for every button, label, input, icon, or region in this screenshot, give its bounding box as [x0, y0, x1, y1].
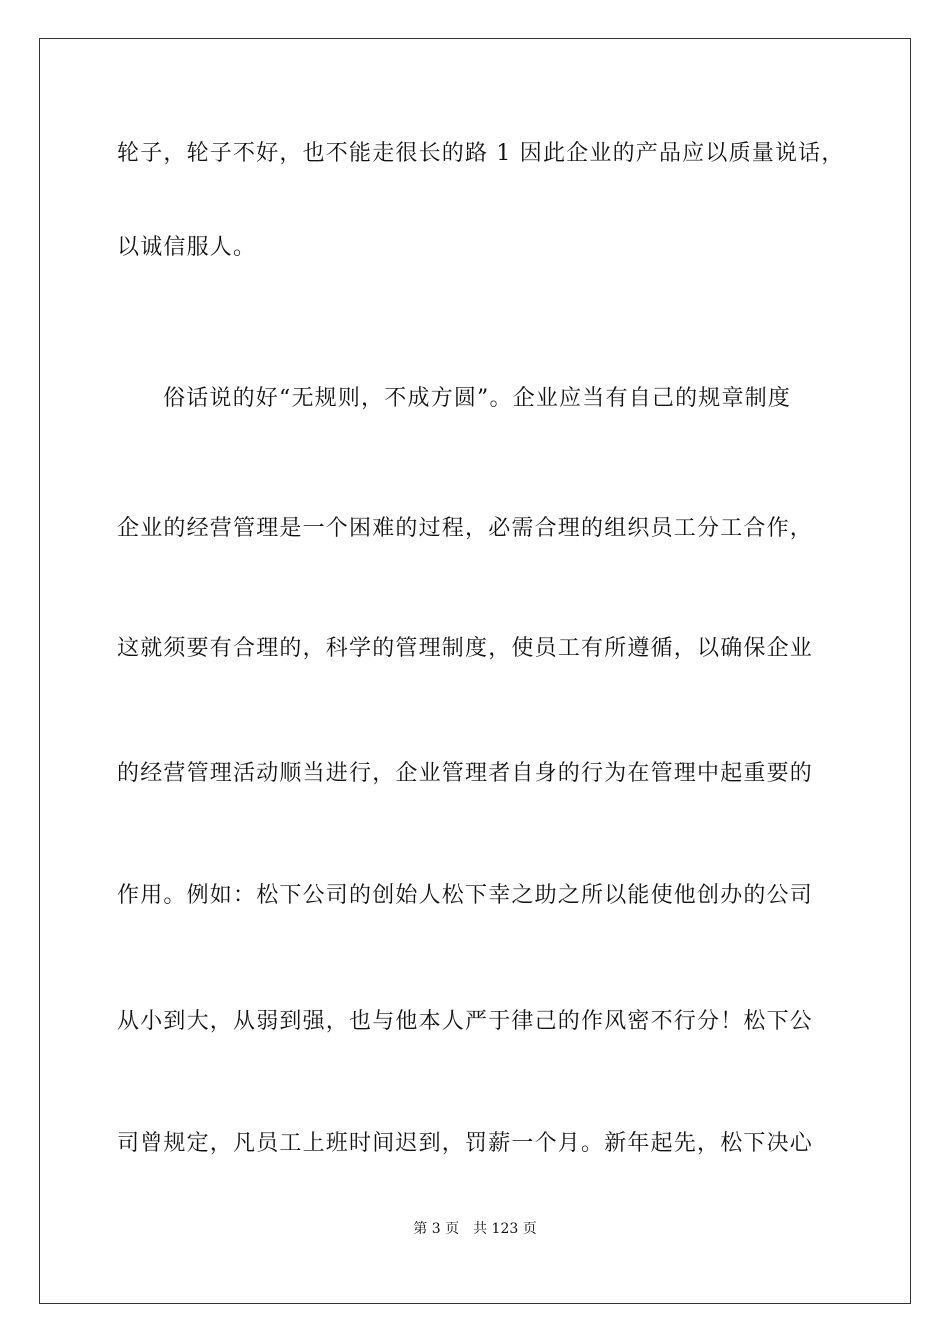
body-line-1: 轮子，轮子不好，也不能走很长的路 1 因此企业的产品应以质量说话，	[117, 141, 845, 166]
body-line-6: 的经营管理活动顺当进行，企业管理者自身的行为在管理中起重要的	[117, 761, 814, 786]
body-line-9: 司曾规定，凡员工上班时间迟到，罚薪一个月。新年起先，松下决心	[117, 1131, 814, 1156]
body-line-2: 以诚信服人。	[117, 235, 257, 260]
page-border	[39, 38, 911, 1304]
body-line-7: 作用。例如：松下公司的创始人松下幸之助之所以能使他创办的公司	[117, 883, 814, 908]
body-line-5: 这就须要有合理的，科学的管理制度，使员工有所遵循，以确保企业	[117, 636, 814, 661]
body-line-3: 俗话说的好“无规则，不成方圆”。企业应当有自己的规章制度	[163, 386, 792, 411]
page-number-footer: 第 3 页 共 123 页	[413, 1221, 537, 1237]
body-line-8: 从小到大，从弱到强，也与他本人严于律己的作风密不行分！松下公	[117, 1009, 814, 1034]
body-line-4: 企业的经营管理是一个困难的过程，必需合理的组织员工分工合作，	[117, 516, 814, 541]
